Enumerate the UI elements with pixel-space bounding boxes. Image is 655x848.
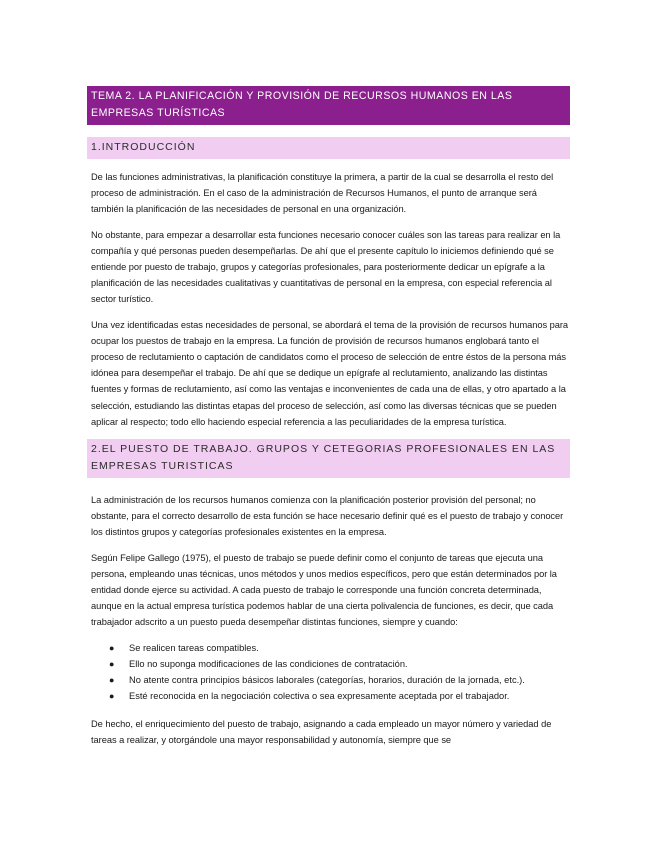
paragraph: De hecho, el enriquecimiento del puesto de trabajo, asignando a cada empleado un mayor número y variedad de tareas a realizar, y otorgándole una mayor responsabilidad y autonomía, siempre que se	[91, 718, 552, 745]
bullet-item	[87, 640, 570, 656]
bullet-list	[87, 640, 570, 704]
paragraph: Según Felipe Gallego (1975), el puesto de trabajo se puede definir como el conjunto de tareas que ejecuta una persona, empleando unas técnicas, unos métodos y unos medios específicos, pero que están determinados por la entidad donde ejerce su actividad. A cada puesto de trabajo le corresponde una función concreta determinada, aunque en la actual empresa turística podemos hablar de una cierta polivalencia de funciones, es decir, que cada trabajador adscrito a un puesto pueda desempeñar distintas funciones, siempre y cuando:	[91, 552, 557, 628]
bullet-text: Ello no suponga modificaciones de las condiciones de contratación.	[129, 658, 408, 669]
bullet-item	[87, 656, 570, 672]
bullet-text: Esté reconocida en la negociación colectiva o sea expresamente aceptada por el trabajador.	[129, 690, 510, 701]
paragraph: La administración de los recursos humanos comienza con la planificación posterior provisión del personal; no obstante, para el correcto desarrollo de esta función se hace necesario definir qué es el puesto de trabajo y conocer los distintos grupos y categorías profesionales existentes en la empresa.	[91, 495, 564, 538]
bullet-text: No atente contra principios básicos laborales (categorías, horarios, duración de la jornada, etc.).	[129, 674, 525, 685]
bullet-item	[87, 688, 570, 704]
bullet-icon: ●	[109, 674, 115, 685]
bullet-icon: ●	[109, 658, 115, 669]
paragraph: No obstante, para empezar a desarrollar esta funciones necesario conocer cuáles son las tareas para realizar en la compañía y qué personas pueden desempeñarlas. De ahí que el presente capítulo lo iniciemos definiendo qué se entiende por puesto de trabajo, grupos y categorías profesionales, para posteriormente dedicar un epígrafe a la planificación de las necesidades cualitativas y cuantitativas de personal en la empresa, con especial referencia al sector turístico.	[91, 229, 561, 305]
paragraph: Una vez identificadas estas necesidades de personal, se abordará el tema de la provisión de recursos humanos para ocupar los puestos de trabajo en la empresa. La función de provisión de recursos humanos englobará tanto el proceso de reclutamiento o captación de candidatos como el proceso de selección de entre éstos de la persona más idónea para desempeñar el trabajo. De ahí que se dedique un epígrafe al reclutamiento, analizando las distintas fuentes y formas de reclutamiento, así como las ventajas e inconvenientes de cada una de ellas, y otro apartado a la selección, estudiando las distintas etapas del proceso de selección, así como las diversas técnicas que se pueden aplicar al respecto; todo ello haciendo especial referencia a las peculiaridades de la empresa turística.	[91, 319, 569, 427]
section-heading-introduccion: 1.INTRODUCCIÓN	[87, 137, 570, 159]
bullet-icon: ●	[109, 642, 115, 653]
paragraph: De las funciones administrativas, la planificación constituye la primera, a partir de la cual se desarrolla el resto del proceso de administración. En el caso de la administración de Recursos Humanos, el punto de arranque será también la planificación de las necesidades de personal en una organización.	[91, 172, 554, 215]
section-heading-puesto-de-trabajo: 2.EL PUESTO DE TRABAJO. GRUPOS Y CETEGORIAS PROFESIONALES EN LAS EMPRESAS TURISTICAS	[87, 439, 570, 478]
bullet-item	[87, 672, 570, 688]
chapter-title: TEMA 2. LA PLANIFICACIÓN Y PROVISIÓN DE RECURSOS HUMANOS EN LAS EMPRESAS TURÍSTICAS	[87, 86, 570, 125]
document-body	[87, 86, 570, 757]
bullet-text: Se realicen tareas compatibles.	[129, 642, 259, 653]
bullet-icon: ●	[109, 690, 115, 701]
